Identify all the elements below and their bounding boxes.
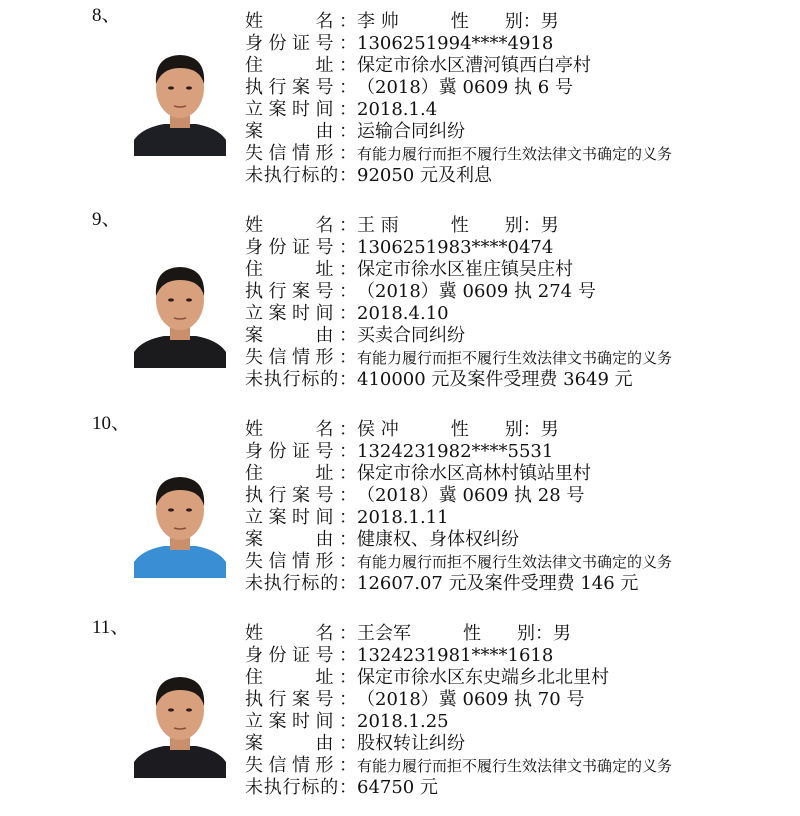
- eye: [168, 298, 174, 301]
- field-name: [245, 12, 559, 32]
- eye: [168, 708, 174, 711]
- field-label: 姓 名：: [245, 419, 357, 440]
- field-value: 1306251983****0474: [357, 237, 554, 258]
- field-label: 立案时间：: [245, 711, 357, 732]
- field-value: 保定市徐水区崔庄镇吴庄村: [357, 259, 573, 280]
- defaulter-entry: [0, 616, 800, 816]
- field-value: 1324231982****5531: [357, 441, 554, 462]
- field-dishonest: [245, 348, 672, 368]
- field-dishonest: [245, 756, 672, 776]
- field-value: 李 帅: [357, 11, 399, 32]
- field-unexecuted: [245, 574, 638, 594]
- field-label: 住 址：: [245, 667, 357, 688]
- field-label: 未执行标的：: [245, 369, 357, 390]
- eye: [168, 508, 174, 511]
- eye: [168, 86, 174, 89]
- field-dishonest: [245, 144, 672, 164]
- field-label: 案 由：: [245, 733, 357, 754]
- gender-label: 性 别：: [450, 215, 541, 236]
- field-dishonest: [245, 552, 672, 572]
- field-label: 住 址：: [245, 463, 357, 484]
- defaulter-entry: [0, 4, 800, 204]
- gender-value: 男: [540, 419, 559, 440]
- field-value: 1306251994****4918: [357, 33, 554, 54]
- field-value: 买卖合同纠纷: [357, 325, 465, 346]
- field-name: [245, 624, 571, 644]
- entry-index: 11、: [92, 617, 130, 638]
- field-value: 2018.4.10: [357, 303, 449, 324]
- field-value: （2018）冀 0609 执 28 号: [357, 485, 585, 506]
- entry-index: 9、: [92, 209, 121, 230]
- field-address: [245, 464, 591, 484]
- field-label: 执行案号：: [245, 485, 357, 506]
- gender-label: 性 别：: [450, 11, 541, 32]
- field-value: 有能力履行而拒不履行生效法律文书确定的义务: [357, 145, 673, 163]
- field-value: 有能力履行而拒不履行生效法律文书确定的义务: [357, 553, 673, 571]
- field-label: 立案时间：: [245, 303, 357, 324]
- field-address: [245, 668, 609, 688]
- field-filing-time: [245, 304, 449, 324]
- field-label: 失信情形：: [245, 551, 357, 572]
- field-value: 12607.07 元及案件受理费 146 元: [357, 573, 639, 594]
- entry-index: 10、: [92, 413, 131, 434]
- gender-value: 男: [553, 623, 571, 644]
- field-value: 1324231981****1618: [357, 645, 554, 666]
- field-value: 王 雨: [357, 215, 399, 236]
- field-address: [245, 260, 573, 280]
- field-label: 身份证号：: [245, 645, 357, 666]
- field-value: 92050 元及利息: [357, 165, 492, 186]
- field-filing-time: [245, 100, 437, 120]
- field-label: 执行案号：: [245, 281, 357, 302]
- field-id: [245, 238, 553, 258]
- field-value: 运输合同纠纷: [357, 121, 465, 142]
- field-id: [245, 646, 553, 666]
- field-label: 姓 名：: [245, 11, 357, 32]
- eye: [186, 298, 192, 301]
- portrait-drawing: [134, 466, 226, 578]
- field-label: 身份证号：: [245, 237, 357, 258]
- defaulter-entry: [0, 412, 800, 612]
- field-cause: [245, 734, 465, 754]
- portrait-photo: [134, 466, 226, 578]
- field-label: 姓 名：: [245, 215, 357, 236]
- field-value: 2018.1.25: [357, 711, 449, 732]
- field-label: 立案时间：: [245, 507, 357, 528]
- field-label: 身份证号：: [245, 33, 357, 54]
- field-label: 未执行标的：: [245, 777, 357, 798]
- field-label: 失信情形：: [245, 755, 357, 776]
- field-value: 保定市徐水区东史端乡北北里村: [357, 667, 609, 688]
- field-value: 保定市徐水区高林村镇站里村: [357, 463, 591, 484]
- field-value: 64750 元: [357, 777, 438, 798]
- field-value: 保定市徐水区漕河镇西白亭村: [357, 55, 591, 76]
- field-name: [245, 216, 559, 236]
- field-id: [245, 442, 553, 462]
- field-case-no: [245, 282, 596, 302]
- field-label: 执行案号：: [245, 689, 357, 710]
- field-filing-time: [245, 712, 449, 732]
- field-value: 股权转让纠纷: [357, 733, 465, 754]
- field-label: 未执行标的：: [245, 573, 357, 594]
- eye: [186, 508, 192, 511]
- field-label: 案 由：: [245, 529, 357, 550]
- field-label: 执行案号：: [245, 77, 357, 98]
- field-value: 健康权、身体权纠纷: [357, 529, 519, 550]
- defaulter-entry: [0, 208, 800, 408]
- field-case-no: [245, 690, 584, 710]
- field-label: 未执行标的：: [245, 165, 357, 186]
- field-filing-time: [245, 508, 449, 528]
- field-label: 案 由：: [245, 121, 357, 142]
- field-label: 身份证号：: [245, 441, 357, 462]
- field-label: 失信情形：: [245, 347, 357, 368]
- gender-label: 性 别：: [463, 623, 553, 644]
- field-id: [245, 34, 553, 54]
- field-value: 2018.1.11: [357, 507, 449, 528]
- portrait-photo: [134, 44, 226, 156]
- portrait-photo: [134, 666, 226, 778]
- gender-label: 性 别：: [450, 419, 541, 440]
- field-name: [245, 420, 559, 440]
- field-unexecuted: [245, 370, 633, 390]
- field-value: 有能力履行而拒不履行生效法律文书确定的义务: [357, 349, 673, 367]
- portrait-drawing: [134, 256, 226, 368]
- portrait-drawing: [134, 666, 226, 778]
- field-label: 住 址：: [245, 55, 357, 76]
- eye: [186, 86, 192, 89]
- eye: [186, 708, 192, 711]
- portrait-photo: [134, 256, 226, 368]
- field-label: 住 址：: [245, 259, 357, 280]
- field-value: 有能力履行而拒不履行生效法律文书确定的义务: [357, 757, 673, 775]
- field-case-no: [245, 486, 584, 506]
- field-label: 姓 名：: [245, 623, 357, 644]
- field-label: 失信情形：: [245, 143, 357, 164]
- portrait-drawing: [134, 44, 226, 156]
- gender-value: 男: [540, 215, 559, 236]
- field-value: （2018）冀 0609 执 274 号: [357, 281, 596, 302]
- field-value: 410000 元及案件受理费 3649 元: [357, 369, 633, 390]
- field-unexecuted: [245, 778, 438, 798]
- field-case-no: [245, 78, 573, 98]
- field-label: 立案时间：: [245, 99, 357, 120]
- field-address: [245, 56, 591, 76]
- entry-index: 8、: [92, 5, 121, 26]
- field-value: 侯 冲: [357, 419, 399, 440]
- field-value: 王会军: [357, 623, 411, 644]
- field-value: （2018）冀 0609 执 6 号: [357, 77, 573, 98]
- gender-value: 男: [540, 11, 559, 32]
- field-cause: [245, 326, 465, 346]
- field-value: 2018.1.4: [357, 99, 438, 120]
- field-value: （2018）冀 0609 执 70 号: [357, 689, 585, 710]
- field-label: 案 由：: [245, 325, 357, 346]
- field-cause: [245, 122, 465, 142]
- field-unexecuted: [245, 166, 492, 186]
- field-cause: [245, 530, 519, 550]
